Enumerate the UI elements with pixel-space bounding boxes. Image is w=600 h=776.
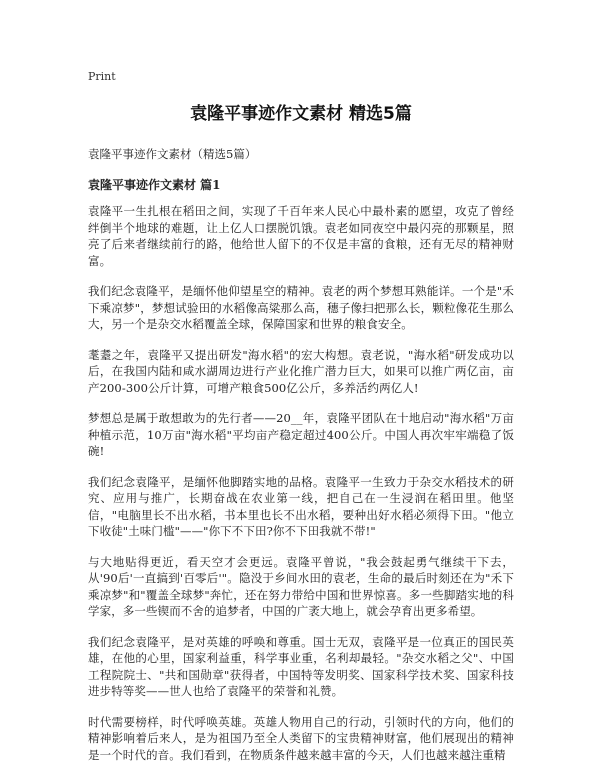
paragraph: 我们纪念袁隆平，是缅怀他脚踏实地的品格。袁隆平一生致力于杂交水稻技术的研究、应用与推广，长期奋战在农业第一线，把自己在一生浸润在稻田里。他坚信，"电脑里长不出水稻，书本里也长不出水稻，要种出好水稻必须得下田。"他立下收徒"土味门槛"——"你下不下田?你不下田我就不带!" <box>88 474 514 538</box>
document-title: 袁隆平事迹作文素材 精选5篇 <box>190 104 412 124</box>
paragraph: 袁隆平一生扎根在稻田之间，实现了千百年来人民心中最朴素的愿望，攻克了曾经绊倒半个地球的难题，让上亿人口摆脱饥饿。袁老如同夜空中最闪亮的那颗星，照亮了后来者继续前行的路，他给世人留下的不仅是丰富的食粮，还有无尽的精神财富。 <box>88 204 514 268</box>
paragraph: 时代需要榜样，时代呼唤英雄。英雄人物用自己的行动，引领时代的方向，他们的精神影响着后来人，是为祖国乃至全人类留下的宝贵精神财富，他们展现出的精神是一个时代的音。我们看到，在物质条件越来越丰富的今天，人们也越来越注重精 <box>88 714 514 762</box>
paragraph: 我们纪念袁隆平，是对英雄的呼唤和尊重。国士无双，袁隆平是一位真正的国民英雄，在他的心里，国家利益重，科学事业重，名利却最轻。"杂交水稻之父"、中国工程院院士、"共和国勋章"获得者，中国特等发明奖、国家科学技术奖、国家科技进步特等奖——世人也给了袁隆平的荣誉和礼赞。 <box>88 634 514 698</box>
section-heading: 袁隆平事迹作文素材 篇1 <box>88 178 221 192</box>
paragraph: 与大地贴得更近，看天空才会更远。袁隆平曾说，"我会鼓起勇气继续干下去，从'90后'一直搞到'百零后'"。隐没于乡间水田的袁老，生命的最后时刻还在为"禾下乘凉梦"和"覆盖全球梦"奔忙，还在努力带给中国和世界惊喜。多一些脚踏实地的科学家，多一些锲而不舍的追梦者，中国的广袤大地上，就会孕育出更多希望。 <box>88 554 514 618</box>
document-subtitle: 袁隆平事迹作文素材（精选5篇） <box>88 147 257 161</box>
paragraph: 耄耋之年，袁隆平又提出研发"海水稻"的宏大构想。袁老说，"海水稻"研发成功以后，在我国内陆和咸水湖周边进行产业化推广潜力巨大，如果可以推广两亿亩，亩产200-300公斤计算，可增产粮食500亿公斤，多养活约两亿人! <box>88 347 514 395</box>
print-label[interactable]: Print <box>88 70 116 83</box>
paragraph: 梦想总是属于敢想敢为的先行者——20__年，袁隆平团队在十地启动"海水稻"万亩种植示范，10万亩"海水稻"平均亩产稳定超过400公斤。中国人再次牢牢端稳了饭碗! <box>88 411 514 458</box>
paragraph: 我们纪念袁隆平，是缅怀他仰望星空的精神。袁老的两个梦想耳熟能详。一个是"禾下乘凉梦"，梦想试验田的水稻像高粱那么高，穗子像扫把那么长，颗粒像花生那么大，另一个是杂交水稻覆盖全球，保障国家和世界的粮食安全。 <box>88 284 514 331</box>
